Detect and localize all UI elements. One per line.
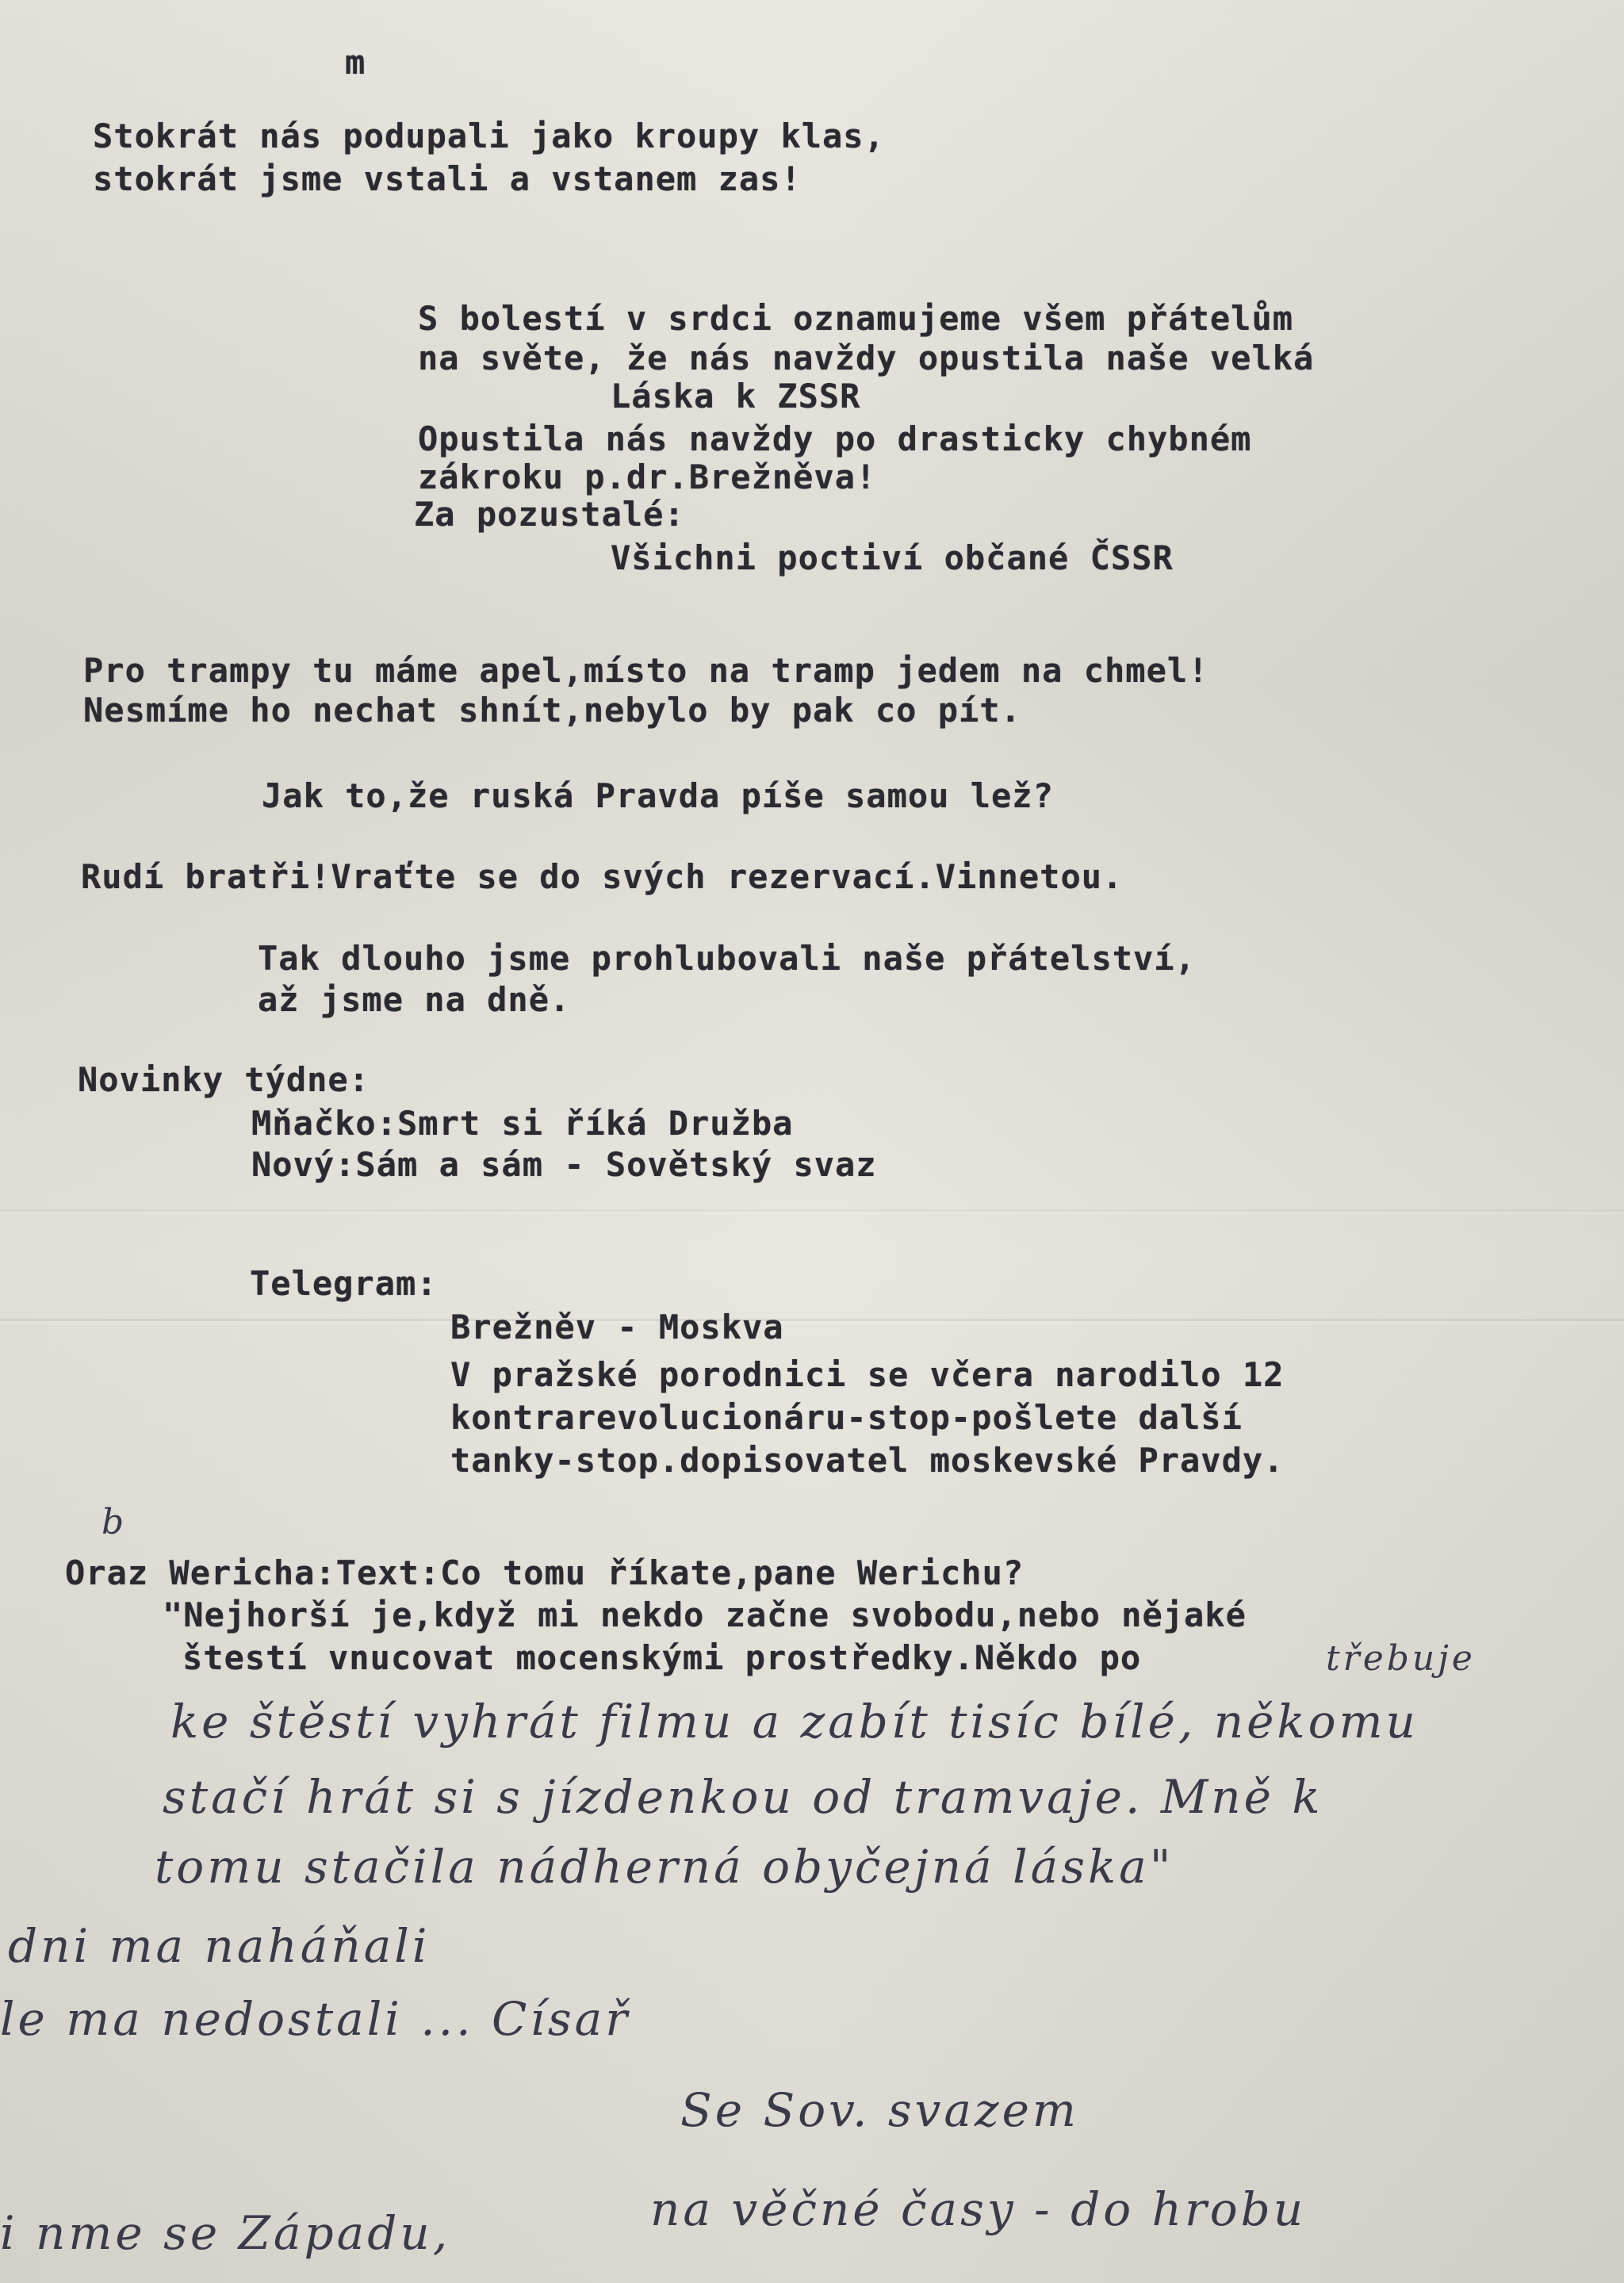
- paper-fold: [0, 1319, 1624, 1321]
- handwritten-line-2: stačí hrát si s jízdenkou od tramvaje. Mně k: [163, 1770, 1323, 1824]
- handwritten-line-8: i nme se Západu,: [0, 2206, 451, 2260]
- tramp-line-2: Nesmíme ho nechat shnít,nebylo by pak co pít.: [83, 691, 1021, 730]
- handwritten-line-3: tomu stačila nádherná obyčejná láska": [155, 1840, 1174, 1894]
- obituary-line-7: Všichni poctiví občané ČSSR: [611, 538, 1174, 577]
- pravda-line: Jak to,že ruská Pravda píše samou lež?: [262, 776, 1054, 815]
- telegram-line-3: kontrarevolucionáru-stop-pošlete další: [450, 1398, 1243, 1437]
- friendship-line-2: až jsme na dně.: [258, 980, 571, 1019]
- friendship-line-1: Tak dlouho jsme prohlubovali naše přátelství,: [258, 939, 1196, 978]
- handwritten-line-1: ke štěstí vyhrát filmu a zabít tisíc bílé, někomu: [170, 1695, 1419, 1749]
- rudi-line: Rudí bratři!Vraťte se do svých rezervací.Vinnetou.: [81, 857, 1124, 896]
- werich-line-1: Oraz Wericha:Text:Co tomu říkate,pane Werichu?: [65, 1553, 1025, 1592]
- handwritten-line-6: Se Sov. svazem: [680, 2083, 1079, 2137]
- telegram-line-1: Brežněv - Moskva: [450, 1308, 784, 1346]
- obituary-line-2: na světe, že nás navždy opustila naše velká: [418, 339, 1315, 377]
- obituary-line-4: Opustila nás navždy po drasticky chybném: [418, 419, 1252, 458]
- werich-line-2: "Nejhorší je,když mi nekdo začne svobodu,nebo nějaké: [163, 1595, 1247, 1634]
- telegram-line-2: V pražské porodnici se včera narodilo 12: [450, 1355, 1285, 1394]
- tramp-line-1: Pro trampy tu máme apel,místo na tramp jedem na chmel!: [83, 651, 1209, 690]
- telegram-line-4: tanky-stop.dopisovatel moskevské Pravdy.: [450, 1441, 1285, 1480]
- page-number: m: [345, 43, 366, 82]
- novinky-item-2: Nový:Sám a sám - Sovětský svaz: [251, 1145, 877, 1184]
- poem-line-2: stokrát jsme vstali a vstanem zas!: [93, 159, 802, 198]
- handwritten-line-5: le ma nedostali ... Císař: [0, 1992, 630, 2046]
- obituary-line-3: Láska k ZSSR: [611, 377, 861, 416]
- poem-line-1: Stokrát nás podupali jako kroupy klas,: [93, 117, 885, 155]
- handwritten-line-4: dni ma naháňali: [8, 1919, 431, 1973]
- handwritten-correction: b: [102, 1502, 128, 1542]
- obituary-line-6: Za pozustalé:: [414, 495, 685, 534]
- obituary-line-1: S bolestí v srdci oznamujeme všem přátelům: [418, 299, 1294, 338]
- obituary-line-5: zákroku p.dr.Brežněva!: [418, 458, 877, 496]
- telegram-heading: Telegram:: [250, 1264, 438, 1303]
- novinky-heading: Novinky týdne:: [78, 1060, 370, 1099]
- handwritten-line-7: na věčné časy - do hrobu: [650, 2182, 1307, 2236]
- handwritten-margin-note: třebuje: [1326, 1638, 1476, 1679]
- novinky-item-1: Mňačko:Smrt si říká Družba: [251, 1104, 794, 1143]
- werich-line-3: štestí vnucovat mocenskými prostředky.Někdo po: [182, 1638, 1142, 1677]
- paper-crease: [0, 1209, 1624, 1212]
